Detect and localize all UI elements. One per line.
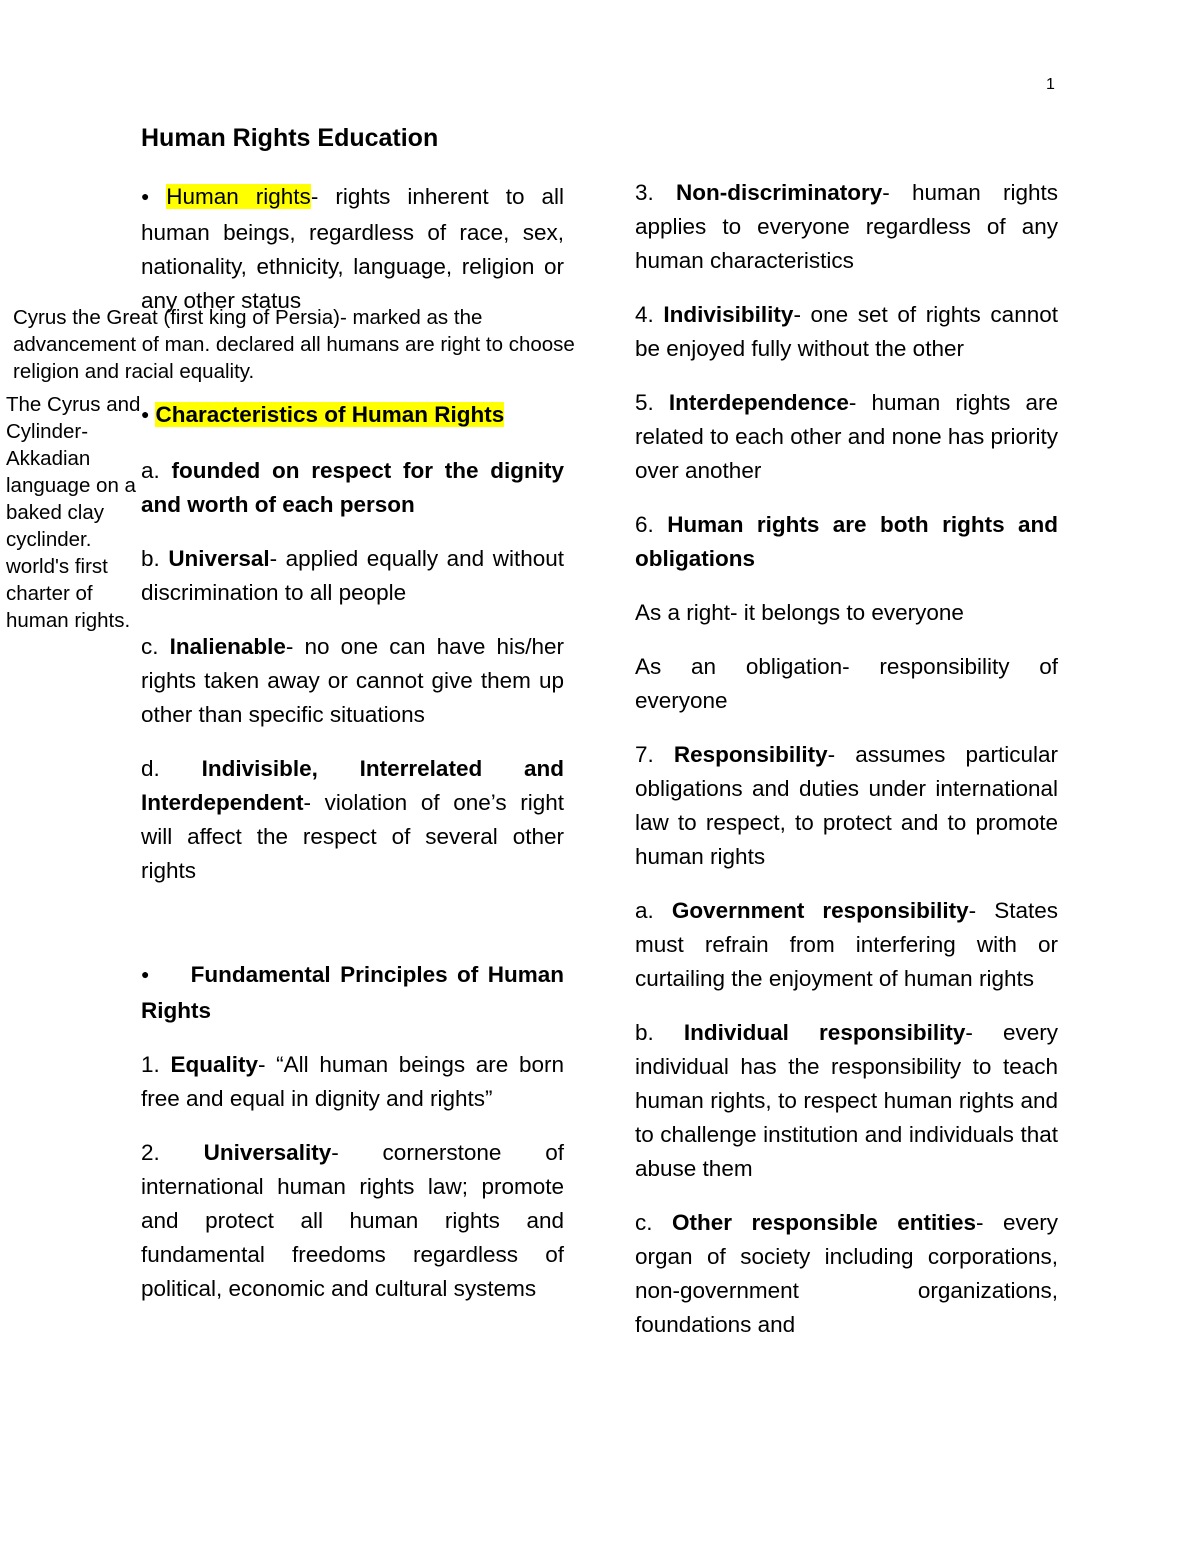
term-highlight: Human rights <box>166 184 311 209</box>
principle-item: 2. Universality- cornerstone of international human rights law; promote and protect all human rights and fundamental freedoms regardless of political, economic and cultural systems <box>141 1140 564 1301</box>
characteristic-item: c. Inalienable- no one can have his/her rights taken away or cannot give them up other than specific situations <box>141 634 564 727</box>
principles-heading: ● Fundamental Principles of Human Rights <box>141 962 564 1023</box>
page-number: 1 <box>1046 76 1055 93</box>
cyrus-note: Cyrus the Great (first king of Persia)- marked as the advancement of man. declared all humans are right to choose religion and racial equality. <box>13 306 575 383</box>
characteristic-item: d. Indivisible, Interrelated and Interdependent- violation of one’s right will affect the respect of several other rights <box>141 756 564 883</box>
responsibility-sub-item: c. Other responsible entities- every organ of society including corporations, non-government organizations, foundations and <box>635 1210 1058 1337</box>
bullet-icon: ● <box>141 406 150 422</box>
principle-item: 5. Interdependence- human rights are related to each other and none has priority over another <box>635 390 1058 483</box>
responsibility-sub-item: b. Individual responsibility- every individual has the responsibility to teach human rights, to respect human rights and to challenge institution and individuals that abuse them <box>635 1020 1058 1181</box>
as-obligation-text: As an obligation- responsibility of everyone <box>635 654 1058 713</box>
principle-item: 6. Human rights are both rights and obligations <box>635 512 1058 571</box>
document-title: Human Rights Education <box>141 124 439 152</box>
principle-item: 3. Non-discriminatory- human rights applies to everyone regardless of any human characteristics <box>635 180 1058 273</box>
definition-human-rights: ● Human rights- rights inherent to all human beings, regardless of race, sex, nationality, ethnicity, language, religion or any other status <box>141 184 564 313</box>
bullet-icon: ● <box>141 966 153 982</box>
responsibility-sub-item: a. Government responsibility- States must refrain from interfering with or curtailing the enjoyment of human rights <box>635 898 1058 991</box>
bullet-icon: ● <box>141 188 161 204</box>
characteristic-item: a. founded on respect for the dignity and worth of each person <box>141 458 564 517</box>
as-right-text: As a right- it belongs to everyone <box>635 600 964 625</box>
principle-item: 4. Indivisibility- one set of rights cannot be enjoyed fully without the other <box>635 302 1058 361</box>
cylinder-note: The Cyrus and Cylinder- Akkadian language on a baked clay cyclinder. world's first charter of human rights. <box>6 393 141 632</box>
right-column <box>635 176 1058 1362</box>
principle-item: 1. Equality- “All human beings are born free and equal in dignity and rights” <box>141 1052 564 1111</box>
principle-item: 7. Responsibility- assumes particular obligations and duties under international law to respect, to protect and to promote human rights <box>635 742 1058 869</box>
characteristics-heading: ● Characteristics of Human Rights <box>141 402 505 427</box>
characteristic-item: b. Universal- applied equally and without discrimination to all people <box>141 546 564 605</box>
